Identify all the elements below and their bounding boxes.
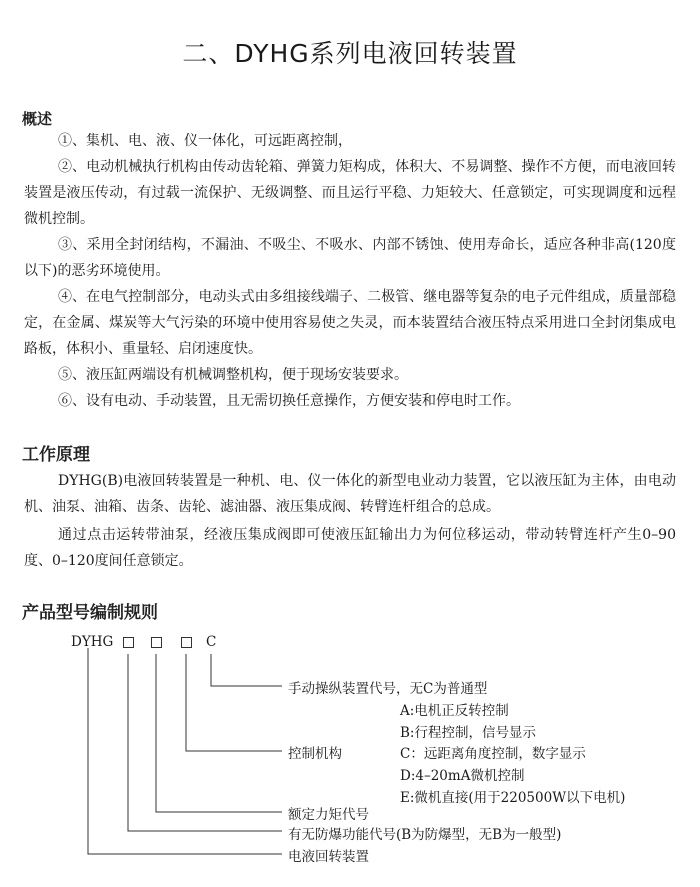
overview-item-5: ⑤、液压缸两端设有机械调整机构，便于现场安装要求。 — [58, 367, 408, 383]
page-title: 二、DYHG系列电液回转装置 — [182, 39, 518, 68]
label-option-e: E:微机直接(用于220500W以下电机) — [400, 790, 626, 806]
label-option-b: B:行程控制，信号显示 — [400, 725, 536, 741]
label-torque: 额定力矩代号 — [288, 807, 369, 823]
label-option-c: C：远距离角度控制，数字显示 — [400, 746, 586, 762]
overview-item-1: ①、集机、电、液、仪一体化，可远距离控制， — [58, 133, 352, 149]
model-code-diagram — [0, 630, 700, 887]
model-heading: 产品型号编制规则 — [22, 603, 158, 623]
model-code-box-2 — [151, 637, 162, 648]
label-option-a: A:电机正反转控制 — [400, 703, 509, 719]
model-code-suffix: C — [206, 634, 217, 650]
overview-item-3: ③、采用全封闭结构，不漏油、不吸尘、不吸水、内部不锈蚀、使用寿命长，适应各种非高(120度以下)的恶劣环境使用。 — [24, 237, 676, 279]
principle-paragraph-2: 通过点击运转带油泵，经液压集成阀即可使液压缸输出力为何位移运动，带动转臂连杆产生0–90度、0–120度间任意锁定。 — [24, 527, 676, 569]
overview-heading: 概述 — [22, 110, 53, 128]
model-code-box-3 — [181, 637, 192, 648]
overview-item-4: ④、在电气控制部分，电动头式由多组接线端子、二极管、继电器等复杂的电子元件组成，质量部稳定，在金属、煤炭等大气污染的环境中使用容易使之失灵，而本装置结合液压特点采用进口全封闭集成电路板，体积小、重量轻、启闭速度快。 — [24, 289, 676, 357]
label-control: 控制机构 — [288, 746, 342, 762]
label-device: 电液回转装置 — [288, 849, 369, 865]
model-code-box-1 — [123, 637, 134, 648]
principle-heading: 工作原理 — [22, 445, 90, 465]
principle-paragraph-1: DYHG(B)电液回转装置是一种机、电、仪一体化的新型电业动力装置，它以液压缸为主体，由电动机、油泵、油箱、齿条、齿轮、滤油器、液压集成阀、转臂连杆组合的总成。 — [24, 473, 676, 515]
model-code-prefix: DYHG — [71, 634, 114, 650]
label-option-d: D:4–20mA微机控制 — [400, 768, 525, 784]
overview-item-2: ②、电动机械执行机构由传动齿轮箱、弹簧力矩构成，体积大、不易调整、操作不方便，而电液回转装置是液压传动，有过载一流保护、无级调整、而且运行平稳、力矩较大、任意锁定，可实现调度和远程微机控制。 — [24, 159, 676, 227]
overview-item-6: ⑥、设有电动、手动装置，且无需切换任意操作，方便安装和停电时工作。 — [58, 393, 520, 409]
label-manual: 手动操纵装置代号，无C为普通型 — [288, 681, 488, 697]
label-explosion: 有无防爆功能代号(B为防爆型，无B为一般型) — [288, 827, 562, 843]
